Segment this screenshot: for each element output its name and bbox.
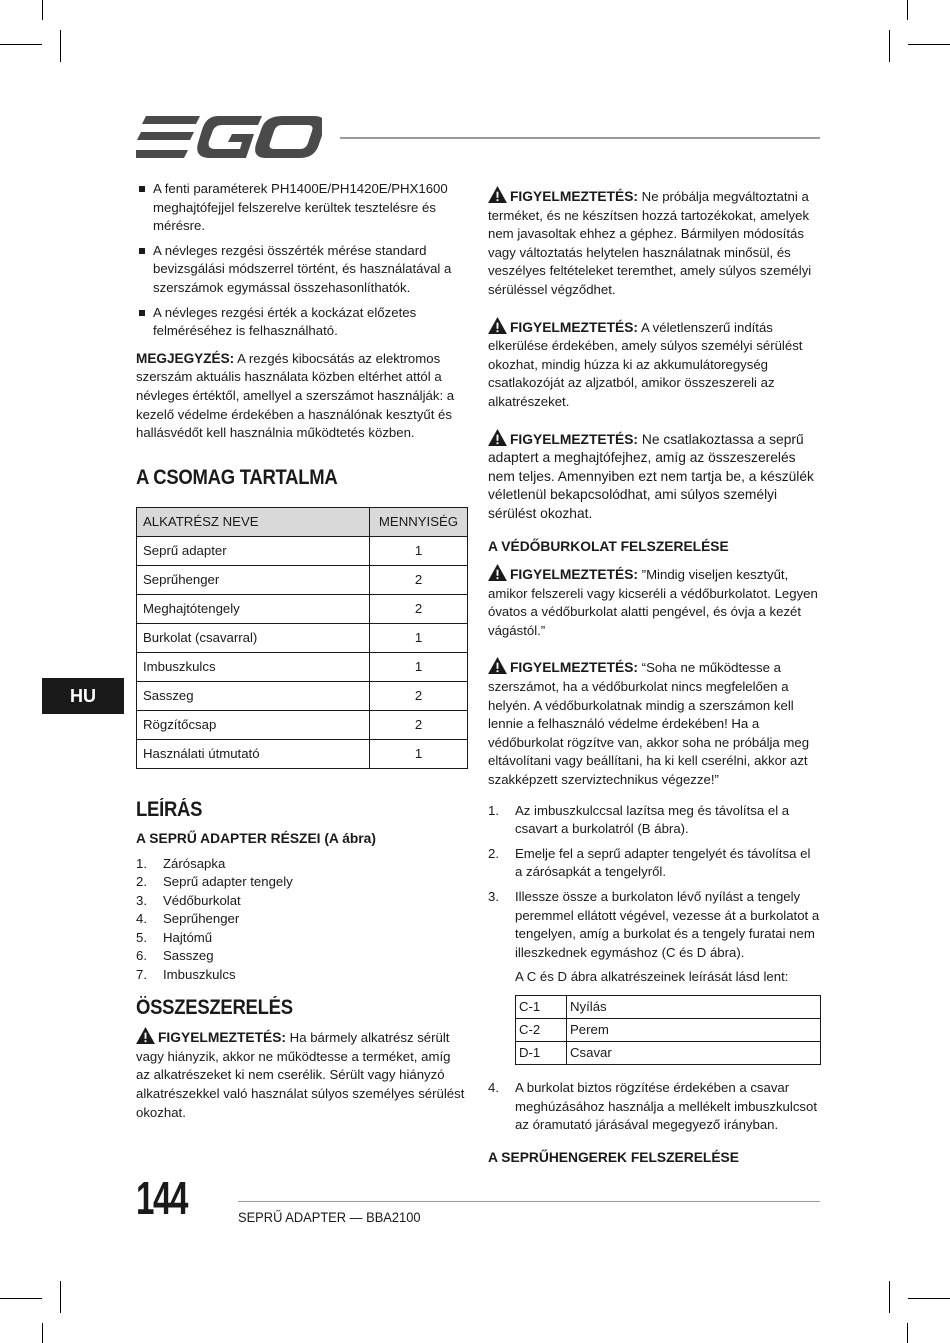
column-header-qty: MENNYISÉG [370, 508, 468, 537]
section-title-package: A CSOMAG TARTALMA [136, 465, 338, 489]
crop-mark [0, 44, 42, 45]
item-text: Az imbuszkulccsal lazítsa meg és távolítsa el a csavart a burkolatról (B ábra). [515, 802, 790, 837]
list-item [488, 802, 820, 839]
list-item [488, 845, 820, 882]
table-row [137, 624, 468, 653]
warning-icon [488, 317, 507, 334]
table-row [516, 1041, 821, 1064]
item-text: Imbuszkulcs [163, 967, 236, 983]
item-number: 2. [136, 874, 147, 890]
code-desc: Perem [567, 1018, 821, 1041]
item-number: 5. [136, 929, 147, 945]
item-text: A burkolat biztos rögzítése érdekében a csavar meghúzásához használja a mellékelt imbuszkulcsot az óramutató járásával megegyező irányban. [515, 1079, 817, 1133]
part-name: Burkolat (csavarral) [137, 624, 370, 653]
code-cell: D-1 [516, 1041, 567, 1064]
item-text: Seprűhenger [163, 911, 240, 927]
part-name: Seprűhenger [137, 566, 370, 595]
crop-mark [60, 1281, 61, 1313]
warning-icon [488, 429, 507, 446]
part-name: Imbuszkulcs [137, 653, 370, 682]
warning-label: FIGYELMEZTETÉS: [510, 319, 639, 335]
list-item [136, 929, 468, 948]
warning-paragraph [488, 317, 820, 412]
crop-mark [908, 1298, 950, 1299]
item-number: 4. [488, 1079, 499, 1095]
item-text: Védőburkolat [163, 892, 241, 908]
warning-icon [488, 657, 507, 674]
table-header-row [137, 508, 468, 537]
codes-intro: A C és D ábra alkatrészeinek leírását lásd lent: [515, 969, 789, 985]
crop-mark [907, 0, 908, 20]
parts-list [136, 855, 468, 985]
list-item [136, 947, 468, 966]
item-number: 1. [136, 855, 147, 871]
language-tab: HU [42, 678, 124, 714]
part-qty: 2 [370, 595, 468, 624]
package-table [136, 507, 468, 769]
header-rule [340, 137, 820, 139]
warning-text: Ha bármely alkatrész sérült vagy hiányzik, akkor ne működtesse a terméket, amíg az alkatrészeket ki nem cserélik. Sérült vagy hiányzó alkatrészekkel való használat súlyos személyes sérülést okozhat. [136, 1030, 465, 1120]
warning-label: FIGYELMEZTETÉS: [510, 660, 639, 676]
list-item: A fenti paraméterek PH1400E/PH1420E/PHX1600 meghajtófejjel felszerelve kerültek tesztelésre és mérésre. [136, 180, 468, 236]
item-number: 1. [488, 802, 499, 818]
code-cell: C-2 [516, 1018, 567, 1041]
note-text: A rezgés kibocsátás az elektromos szerszám aktuális használata közben eltérhet attól a névleges értéktől, amellyel a szerszámot használják: a kezelő védelme érdekében a használónak kesztyűt és hallásvédőt kell használnia működtetés közben. [136, 350, 455, 441]
part-qty: 1 [370, 653, 468, 682]
section-title-description: LEÍRÁS [136, 798, 203, 822]
page-number: 144 [136, 1172, 187, 1224]
warning-label: FIGYELMEZTETÉS: [510, 567, 639, 583]
part-qty: 2 [370, 682, 468, 711]
part-name: Használati útmutató [137, 740, 370, 769]
item-number: 4. [136, 911, 147, 927]
warning-text: “Soha ne működtesse a szerszámot, ha a védőburkolat nincs megfelelően a helyén. A védőburkolatnak mindig a szerszámon kell lennie a felhasználó védelme érdekében! Ha a védőburkolat rögzítve van, akkor soha ne próbálja meg eltávolítani vagy beállítani, ha ki kell cserélni, akkor azt szakképzett szerviztechnikus végezze!” [488, 660, 810, 788]
table-row [137, 682, 468, 711]
footer-title: SEPRŰ ADAPTER — BBA2100 [238, 1209, 421, 1225]
part-name: Sasszeg [137, 682, 370, 711]
part-qty: 1 [370, 740, 468, 769]
list-item [136, 873, 468, 892]
item-number: 6. [136, 948, 147, 964]
table-row [137, 711, 468, 740]
table-row [137, 740, 468, 769]
right-column [488, 186, 820, 1167]
warning-paragraph [488, 657, 820, 789]
crop-mark [908, 44, 950, 45]
table-row [137, 537, 468, 566]
table-row [137, 653, 468, 682]
steps-list [488, 802, 820, 963]
item-number: 3. [488, 889, 499, 904]
list-item [136, 855, 468, 874]
subtitle-rollers: A SEPRŰHENGEREK FELSZERELÉSE [488, 1149, 739, 1165]
code-cell: C-1 [516, 995, 567, 1018]
list-item [488, 888, 820, 962]
list-item [488, 1079, 820, 1135]
list-item: A névleges rezgési összérték mérése standard bevizsgálási módszerrel történt, és használatával a szerszámok egymással összehasonlíthatók. [136, 242, 468, 298]
subtitle-parts: A SEPRŰ ADAPTER RÉSZEI (A ábra) [136, 830, 376, 846]
warning-icon [488, 564, 507, 581]
table-row [137, 595, 468, 624]
part-qty: 2 [370, 711, 468, 740]
code-desc: Nyílás [567, 995, 821, 1018]
warning-paragraph [136, 1027, 468, 1122]
crop-mark [0, 1298, 42, 1299]
list-item [136, 910, 468, 929]
warning-text: ”Mindig viseljen kesztyűt, amikor felszereli vagy kicseréli a védőburkolatot. Legyen óvatos a védőburkolat alatti pengével, és óvja a kezét vágástól.” [488, 567, 818, 638]
item-number: 2. [488, 845, 499, 861]
list-item [136, 966, 468, 985]
warning-text: A véletlenszerű indítás elkerülése érdekében, amely súlyos személyi sérülést okozhat, mindig húzza ki az akkumulátoregység csatlakozóját az aljzatból, amikor összeszereli az alkatrészeket. [488, 319, 803, 409]
table-row [516, 1018, 821, 1041]
spec-bullets [136, 180, 468, 341]
warning-paragraph [488, 429, 820, 524]
list-item [136, 892, 468, 911]
left-column [136, 180, 468, 1122]
crop-mark [60, 30, 61, 62]
item-text: Seprű adapter tengely [163, 874, 293, 890]
crop-mark [889, 30, 890, 62]
part-name: Rögzítőcsap [137, 711, 370, 740]
part-qty: 1 [370, 537, 468, 566]
crop-mark [889, 1281, 890, 1313]
part-qty: 1 [370, 624, 468, 653]
warning-label: FIGYELMEZTETÉS: [510, 189, 639, 204]
ego-logo [136, 116, 322, 158]
table-row [516, 995, 821, 1018]
subtitle-guard: A VÉDŐBURKOLAT FELSZERELÉSE [488, 538, 729, 554]
crop-mark [42, 1323, 43, 1343]
section-title-assembly: ÖSSZESZERELÉS [136, 995, 293, 1019]
warning-label: FIGYELMEZTETÉS: [510, 431, 639, 447]
item-number: 3. [136, 892, 147, 908]
crop-mark [42, 0, 43, 20]
crop-mark [907, 1323, 908, 1343]
list-item: A névleges rezgési érték a kockázat előzetes felméréséhez is felhasználható. [136, 304, 468, 341]
table-row [137, 566, 468, 595]
codes-table [515, 995, 821, 1065]
warning-icon [488, 186, 507, 203]
footer-rule [238, 1201, 820, 1202]
item-text: Zárósapka [163, 855, 226, 871]
note-paragraph [136, 350, 468, 443]
warning-paragraph [488, 564, 820, 640]
warning-text: Ne csatlakoztassa a seprű adaptert a meghajtófejhez, amíg az összeszerelés nem teljes. Amennyiben ezt nem tartja be, a készülék véletlenül bekapcsolódhat, ami súlyos személyi sérülést okozhat. [488, 431, 814, 521]
part-qty: 2 [370, 566, 468, 595]
warning-icon [136, 1027, 155, 1044]
note-label: MEGJEGYZÉS: [136, 350, 235, 366]
item-text: Hajtómű [163, 929, 213, 945]
warning-label: FIGYELMEZTETÉS: [158, 1030, 287, 1046]
code-desc: Csavar [567, 1041, 821, 1064]
part-name: Meghajtótengely [137, 595, 370, 624]
warning-text: Ne próbálja megváltoztatni a terméket, és ne készítsen hozzá tartozékokat, amelyek nem javasoltak ehhez a géphez. Bármilyen módosítás vagy változtatás helytelen használatnak minősül, és veszélyes feltételeket teremthet, amely súlyos személyi sérüléssel végződhet. [488, 189, 812, 297]
part-name: Seprű adapter [137, 537, 370, 566]
item-text: Emelje fel a seprű adapter tengelyét és távolítsa el a zárósapkát a tengelyről. [515, 845, 811, 880]
column-header-name: ALKATRÉSZ NEVE [137, 508, 370, 537]
steps-list-continued [488, 1079, 820, 1135]
warning-paragraph [488, 186, 820, 300]
item-number: 7. [136, 967, 147, 983]
item-text: Illessze össze a burkolaton lévő nyílást a tengely peremmel ellátott végével, vezesse át a burkolatot a tengelyen, amíg a burkolat és a tengely furatai nem illeszkednek egymáshoz (C és D ábra). [515, 889, 820, 960]
item-text: Sasszeg [163, 948, 214, 964]
